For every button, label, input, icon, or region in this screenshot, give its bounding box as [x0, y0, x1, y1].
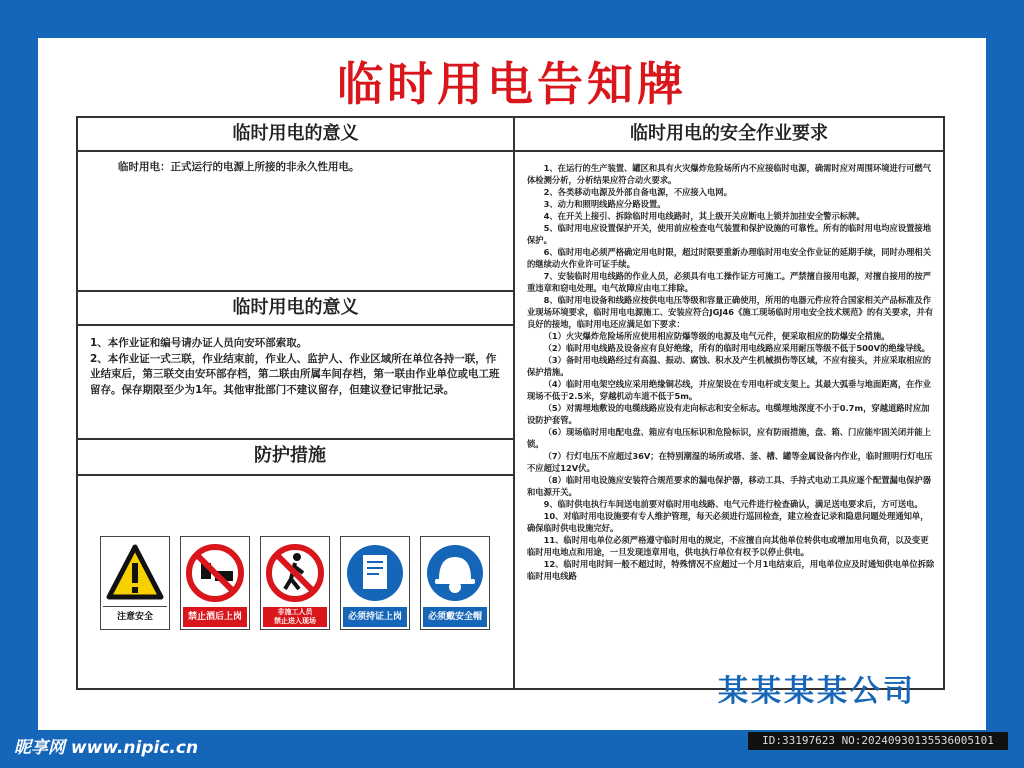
section-heading-protection: 防护措施: [78, 440, 513, 476]
safety-sign: [420, 536, 490, 630]
image-id-badge: ID:33197623 NO:20240930135536005101: [748, 732, 1008, 750]
warning-triangle-icon: [105, 541, 165, 605]
safety-signs-row: [100, 536, 500, 634]
no-entry-person-icon: [265, 541, 325, 605]
requirement-paragraph: （7）行灯电压不应超过36V；在特别潮湿的场所或塔、釜、槽、罐等金属设备内作业，临时照明行灯电压不应超过12V伏。: [527, 451, 933, 473]
requirement-paragraph: （4）临时用电架空线应采用绝缘铜芯线，并应架设在专用电杆或支架上。其最大弧垂与地面距离，在作业现场不低于2.5米，穿越机动车道不低于5m。: [527, 379, 932, 401]
section-text-permit: 1、本作业证和编号请办证人员向安环部索取。 2、本作业证一式三联，作业结束前，作业人、监护人、作业区域所在单位各持一联，作业结束后，第三联交由安环部存档，第二联由所属车间存档，第一联由作业单位或电工班留存。保存期限至少为1年。其他审批部门不建议留存，但建议登记审批记录。: [90, 337, 500, 396]
requirement-paragraph: 1、在运行的生产装置、罐区和具有火灾爆炸危险场所内不应接临时电源，确需时应对周围环境进行可燃气体检测分析，分析结果应符合动火要求。: [527, 163, 932, 185]
sign-label: 非施工人员 禁止进入现场: [263, 607, 327, 627]
safety-requirements-text: [527, 162, 935, 582]
sign-board: [38, 38, 986, 730]
safety-sign: [180, 536, 250, 630]
requirement-paragraph: （1）火灾爆炸危险场所应使用相应防爆等级的电源及电气元件，便采取相应的防爆安全措施。: [543, 331, 890, 341]
section-heading-meaning-2: 临时用电的意义: [78, 292, 513, 326]
right-column: [515, 118, 943, 688]
requirement-paragraph: （6）现场临时用电配电盘、箱应有电压标识和危险标识，应有防雨措施，盘、箱、门应能牢固关闭并能上锁。: [527, 427, 932, 449]
requirement-paragraph: 11、临时用电单位必须严格遵守临时用电的规定，不应擅自向其他单位转供电或增加用电负荷，以及变更临时用电地点和用途，一旦发现违章用电，供电执行单位有权予以停止供电。: [527, 535, 929, 557]
requirement-paragraph: （3）备时用电线路经过有高温、振动、腐蚀、积水及产生机械损伤等区域，不应有接头，并应采取相应的保护措施。: [527, 355, 932, 377]
requirement-paragraph: 10、对临时用电设施要有专人维护管理，每天必须进行巡回检查，建立检查记录和隐患问题处理通知单，确保临时供电设施完好。: [527, 511, 929, 533]
certificate-icon: [345, 541, 405, 605]
sign-label: 禁止酒后上岗: [183, 607, 247, 627]
no-drinking-icon: [185, 541, 245, 605]
safety-sign: [100, 536, 170, 630]
helmet-icon: [425, 541, 485, 605]
requirement-paragraph: （2）临时用电线路及设备应有良好绝缘，所有的临时用电线路应采用耐压等级不低于500V的绝缘导线。: [543, 343, 930, 353]
content-table: [76, 116, 945, 690]
safety-sign: [340, 536, 410, 630]
left-column: [78, 118, 515, 688]
section-heading-safety-requirements: 临时用电的安全作业要求: [515, 118, 943, 152]
section-text-meaning: 临时用电：正式运行的电源上所接的非永久性用电。: [118, 161, 360, 173]
sign-label: 必须持证上岗: [343, 607, 407, 627]
requirement-paragraph: 5、临时用电应设置保护开关，使用前应检查电气装置和保护设施的可靠性。所有的临时用电均应设置接地保护。: [527, 223, 932, 245]
sign-label: 注意安全: [103, 606, 167, 627]
requirement-paragraph: 7、安装临时用电线路的作业人员，必须具有电工操作证方可施工。严禁擅自接用电源，对擅自接用的按严重违章和窃电处理。电气故障应由电工排除。: [527, 271, 932, 293]
requirement-paragraph: 8、临时用电设备和线路应按供电电压等级和容量正确使用，所用的电器元件应符合国家相关产品标准及作业现场环境要求，临时用电电源施工、安装应符合JGJ46《施工现场临时用电安全技术规范》的有关要求，并有良好的接地，临时用电还应满足如下要求：: [527, 295, 934, 329]
requirement-paragraph: 2、各类移动电源及外部自备电源，不应接入电网。: [543, 187, 732, 197]
requirement-paragraph: 9、临时供电执行车间送电前要对临时用电线路、电气元件进行检查确认，满足送电要求后，方可送电。: [543, 499, 923, 509]
requirement-paragraph: 4、在开关上接引、拆除临时用电线路时，其上级开关应断电上锁并加挂安全警示标牌。: [543, 211, 865, 221]
safety-sign: [260, 536, 330, 630]
sign-label: 必须戴安全帽: [423, 607, 487, 627]
watermark-logo: 昵享网 www.nipic.cn: [14, 738, 199, 758]
requirement-paragraph: 3、动力和照明线路应分路设置。: [543, 199, 666, 209]
requirement-paragraph: （8）临时用电设施应安装符合规范要求的漏电保护器，移动工具、手持式电动工具应逐个配置漏电保护器和电源开关。: [527, 475, 932, 497]
section-heading-meaning: 临时用电的意义: [78, 118, 513, 152]
requirement-paragraph: （5）对需埋地敷设的电缆线路应设有走向标志和安全标志。电缆埋地深度不小于0.7m，穿越道路时应加设防护套管。: [527, 403, 930, 425]
page-title: 临时用电告知牌: [337, 57, 687, 111]
requirement-paragraph: 6、临时用电必须严格确定用电时限，超过时限要重新办理临时用电安全作业证的延期手续，同时办理相关的继续动火作业许可证手续。: [527, 247, 932, 269]
requirement-paragraph: 12、临时用电时间一般不超过时，特殊情况不应超过一个月1电结束后，用电单位应及时通知供电单位拆除临时用电线路: [527, 559, 935, 581]
company-name: 某某某某公司: [718, 674, 916, 709]
